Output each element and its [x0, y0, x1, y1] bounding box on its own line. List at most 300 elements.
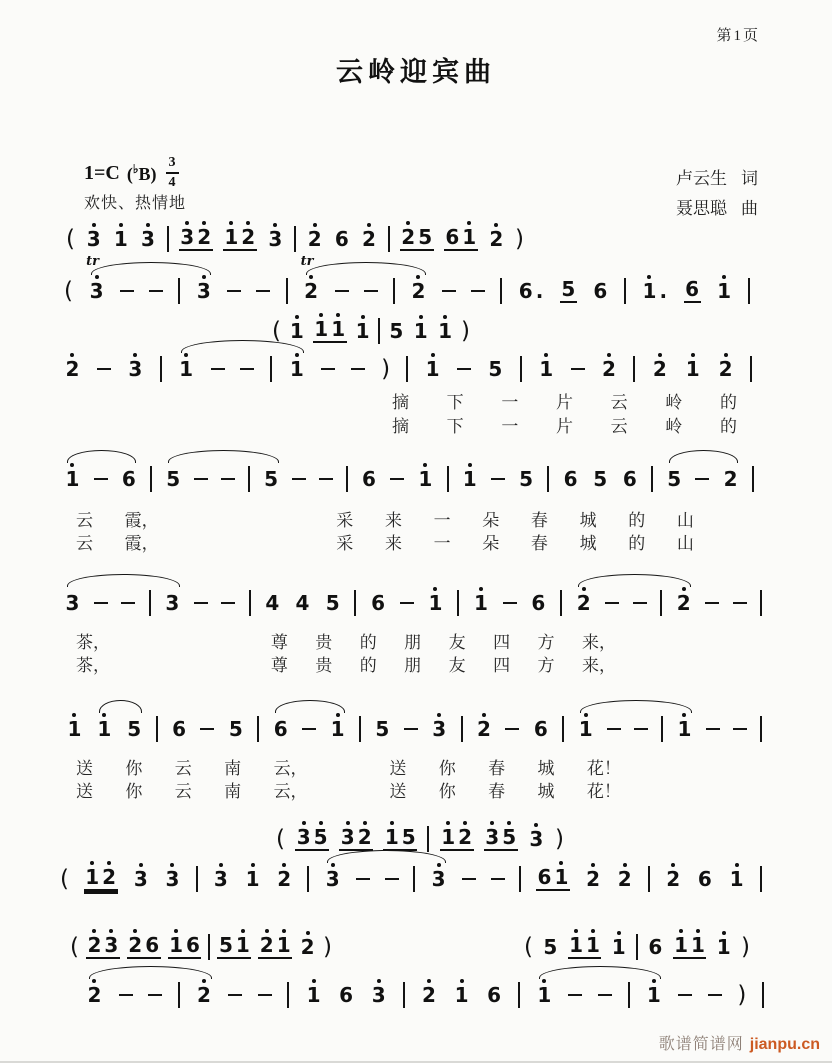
- note-digit: 1: [728, 869, 745, 889]
- music-line-verseB: [64, 462, 754, 496]
- octave-dot: [735, 863, 739, 867]
- note: [299, 937, 316, 957]
- octave-dot: [544, 353, 548, 357]
- octave-dot: [423, 463, 427, 467]
- note-digit: 1: [244, 869, 261, 889]
- lyric-syllable: 贵: [315, 633, 333, 652]
- note-digit: 1: [584, 935, 601, 955]
- barline: [760, 590, 762, 616]
- note: [424, 359, 441, 379]
- note-digit: 1: [440, 827, 457, 847]
- note: [444, 227, 478, 251]
- octave-dot: [468, 463, 472, 467]
- octave-dot: [363, 821, 367, 825]
- barline: [403, 982, 405, 1008]
- note-digit: 5: [543, 935, 558, 959]
- barline: [636, 934, 638, 960]
- note: [676, 719, 693, 739]
- note: [64, 469, 81, 489]
- lyric-syllable: [190, 506, 207, 531]
- note: [165, 469, 182, 489]
- note-digit: 1: [538, 359, 555, 379]
- note: [85, 229, 102, 249]
- sustain-dash: [695, 478, 709, 480]
- barline: [461, 716, 463, 742]
- note: [641, 281, 669, 301]
- sustain-dash: [221, 602, 235, 604]
- sustain-dash: [404, 728, 418, 730]
- octave-dot: [241, 929, 245, 933]
- note: [168, 935, 202, 959]
- note-digit: 6: [339, 983, 354, 1007]
- note-digit: 1: [313, 319, 330, 339]
- barline: [156, 716, 158, 742]
- note-digit: 1: [223, 227, 240, 247]
- note-digit: 1: [178, 359, 195, 379]
- octave-dot: [139, 863, 143, 867]
- note: [84, 867, 118, 891]
- note: [536, 985, 553, 1005]
- note: [592, 469, 609, 489]
- tempo-marking: 欢快、热情地: [84, 195, 187, 212]
- octave-dot: [309, 275, 313, 279]
- note: [684, 279, 701, 303]
- barline: [547, 466, 549, 492]
- note: [276, 869, 293, 889]
- note-digit: 1: [536, 985, 553, 1005]
- barline: [270, 356, 272, 382]
- note-digit: 2: [601, 359, 618, 379]
- octave-dot: [70, 353, 74, 357]
- barline: [388, 226, 390, 252]
- sustain-dash: [598, 994, 612, 996]
- octave-dot: [682, 587, 686, 591]
- octave-dot: [431, 353, 435, 357]
- music-line-verseD: [66, 712, 762, 746]
- phrase-paren: (: [64, 277, 73, 304]
- note: [196, 985, 213, 1005]
- note-digit: 2: [240, 227, 257, 247]
- note-digit: 1: [64, 469, 81, 489]
- barline: [661, 716, 663, 742]
- music-line-echo1: [272, 316, 470, 346]
- note: [86, 985, 103, 1005]
- note-digit: 5: [401, 825, 416, 849]
- composer-credit: 聂思聪 曲: [676, 198, 758, 218]
- note-digit: 5: [561, 277, 576, 301]
- octave-dot: [295, 353, 299, 357]
- octave-dot: [437, 863, 441, 867]
- note-digit: 6: [697, 867, 712, 891]
- note-digit: 2: [276, 869, 293, 889]
- note: [272, 719, 289, 739]
- sustain-dash: [335, 290, 349, 292]
- note-digit: 3: [195, 281, 212, 301]
- note-digit: 6: [648, 935, 663, 959]
- lyric-syllable: 来，: [581, 656, 616, 675]
- sustain-dash: [351, 368, 365, 370]
- sustain-dash: [605, 602, 619, 604]
- note-digit: 6: [273, 717, 288, 741]
- note: [722, 469, 739, 489]
- note: [96, 719, 113, 739]
- lyric-syllable: 云: [174, 782, 192, 801]
- note-digit: 2: [86, 935, 103, 955]
- note: [212, 869, 229, 889]
- lyric-syllable: 的: [359, 656, 377, 675]
- lyric-syllable: 送: [76, 759, 93, 778]
- note-digit: 6: [622, 467, 637, 491]
- slur-arc: [580, 700, 693, 713]
- slur-arc: [67, 574, 181, 587]
- octave-dot: [312, 979, 316, 983]
- lyric-syllable: 送: [389, 782, 407, 801]
- octave-dot: [591, 863, 595, 867]
- octave-dot: [229, 221, 233, 225]
- note: [601, 359, 618, 379]
- sustain-dash: [505, 728, 519, 730]
- octave-dot: [313, 223, 317, 227]
- note-digit: 6: [121, 467, 136, 491]
- note-digit: 2: [64, 359, 81, 379]
- barline: [519, 866, 521, 892]
- note-digit: 1: [641, 281, 658, 301]
- note: [518, 469, 535, 489]
- note-digit: 2: [303, 281, 320, 301]
- note-digit: 1: [715, 937, 732, 957]
- octave-dot: [482, 713, 486, 717]
- octave-dot: [443, 315, 447, 319]
- lyric-syllable: 南: [224, 759, 242, 778]
- note: [716, 281, 733, 301]
- octave-dot: [336, 313, 340, 317]
- trill-mark: tr: [300, 254, 314, 269]
- octave-dot: [446, 821, 450, 825]
- lyric-row: [76, 506, 694, 531]
- note: [267, 229, 284, 249]
- lyric-syllable: 花！: [586, 782, 621, 801]
- barline: [178, 278, 180, 304]
- note-digit: 6: [172, 717, 186, 741]
- note-digit: 6: [593, 279, 608, 303]
- sustain-dash: [356, 878, 370, 880]
- sustain-dash: [194, 478, 208, 480]
- sustain-dash: [708, 994, 722, 996]
- phrase-paren: (: [524, 933, 533, 960]
- music-line-coda1: [60, 862, 762, 896]
- lyric-syllable: 四: [493, 656, 511, 675]
- note: [575, 593, 592, 613]
- octave-dot: [722, 931, 726, 935]
- note: [488, 229, 505, 249]
- note-digit: 2: [196, 227, 213, 247]
- lyric-syllable: 花！: [586, 759, 621, 778]
- note-digit: 1: [417, 469, 434, 489]
- octave-dot: [219, 863, 223, 867]
- octave-dot: [534, 823, 538, 827]
- octave-dot: [427, 979, 431, 983]
- barline: [286, 278, 288, 304]
- note-digit: 3: [127, 359, 144, 379]
- key-signature: [84, 156, 179, 190]
- note: [517, 281, 545, 301]
- note: [536, 867, 570, 891]
- octave-dot: [331, 863, 335, 867]
- barline: [427, 826, 429, 852]
- sustain-dash: [97, 368, 111, 370]
- barline: [500, 278, 502, 304]
- lyric-syllable: 你: [438, 759, 456, 778]
- note-digit: 1: [96, 719, 113, 739]
- lyric-syllable: 送: [389, 759, 407, 778]
- octave-dot: [70, 463, 74, 467]
- note: [388, 321, 405, 341]
- note: [217, 935, 251, 959]
- note-digit: 1: [275, 935, 292, 955]
- sustain-dash: [491, 478, 505, 480]
- barline: [196, 866, 198, 892]
- note: [577, 719, 594, 739]
- note-digit: 1: [684, 359, 701, 379]
- octave-dot: [390, 821, 394, 825]
- barline: [150, 466, 152, 492]
- octave-dot: [185, 221, 189, 225]
- octave-dot: [658, 353, 662, 357]
- barline: [562, 716, 564, 742]
- sustain-dash: [503, 602, 517, 604]
- octave-dot: [671, 863, 675, 867]
- note: [437, 321, 454, 341]
- key-base: 1=C: [84, 161, 120, 184]
- octave-dot: [109, 929, 113, 933]
- note-digit: 1: [354, 321, 371, 341]
- phrase-paren: (: [70, 933, 79, 960]
- octave-dot: [251, 863, 255, 867]
- note: [313, 319, 347, 343]
- lyric-syllable: 云: [76, 511, 93, 530]
- octave-dot: [184, 353, 188, 357]
- lyric-syllable: 云: [610, 393, 628, 412]
- lyric-syllable: 送: [76, 782, 93, 801]
- lyric-syllable: 霞，: [124, 534, 159, 553]
- lyric-syllable: 的: [719, 393, 737, 412]
- lyric-syllable: 来，: [581, 633, 616, 652]
- slur-arc: [578, 574, 692, 587]
- barline: [248, 466, 250, 492]
- key-alternate: (♭B): [126, 161, 157, 184]
- octave-dot: [95, 275, 99, 279]
- time-signature: 3 4: [166, 156, 179, 190]
- lyric-syllable: 摘: [392, 393, 409, 412]
- octave-dot: [102, 713, 106, 717]
- lyric-syllable: 友: [448, 633, 466, 652]
- music-line-verseA: [64, 352, 752, 386]
- octave-dot: [282, 863, 286, 867]
- lyric-syllable: [226, 651, 243, 676]
- lyric-syllable: 春: [530, 511, 548, 530]
- octave-dot: [416, 275, 420, 279]
- note-digit: 6: [563, 467, 578, 491]
- note: [360, 229, 377, 249]
- lyric-syllable: 一: [433, 534, 451, 553]
- phrase-paren: (: [66, 225, 75, 252]
- note-digit: 5: [501, 827, 518, 847]
- note-digit: 5: [166, 467, 181, 491]
- lyric-syllable: 片: [555, 393, 573, 412]
- note-digit: 2: [457, 827, 474, 847]
- note: [227, 719, 244, 739]
- lyric-syllable: 片: [555, 417, 573, 436]
- note: [295, 827, 329, 851]
- octave-dot: [92, 929, 96, 933]
- octave-dot: [367, 223, 371, 227]
- note-digit: 5: [312, 827, 329, 847]
- note: [530, 593, 547, 613]
- octave-dot: [696, 929, 700, 933]
- note-digit: 6: [334, 227, 349, 251]
- note: [171, 719, 188, 739]
- octave-dot: [437, 713, 441, 717]
- octave-dot: [494, 223, 498, 227]
- lyric-syllable: 岭: [665, 417, 683, 436]
- note-digit: 2: [575, 593, 592, 613]
- note: [684, 359, 701, 379]
- sustain-dash: [678, 994, 692, 996]
- phrase-paren: ): [514, 225, 524, 252]
- note-digit: 1: [610, 937, 627, 957]
- note: [430, 869, 447, 889]
- music-line-intro2: [64, 254, 750, 308]
- barline: [762, 982, 764, 1008]
- note-digit: 2: [616, 869, 633, 889]
- note-digit: 4: [265, 591, 280, 615]
- slur-arc: [67, 450, 137, 463]
- lyric-row: [76, 628, 616, 653]
- note-digit: 2: [101, 867, 118, 887]
- note: [164, 593, 181, 613]
- note-digit: 2: [306, 229, 323, 249]
- octave-dot: [174, 929, 178, 933]
- lyric-syllable: 下: [446, 393, 464, 412]
- sustain-dash: [706, 728, 720, 730]
- note-digit: 3: [212, 869, 229, 889]
- lyric-syllable: 春: [488, 759, 506, 778]
- lyric-syllable: [288, 506, 305, 531]
- lyric-syllable: 采: [336, 534, 354, 553]
- note-digit: 1: [716, 281, 733, 301]
- barline: [518, 982, 520, 1008]
- sustain-dash: [634, 728, 648, 730]
- slur-arc: [669, 450, 739, 463]
- note: [528, 829, 545, 849]
- octave-dot: [490, 821, 494, 825]
- barline: [359, 716, 361, 742]
- phrase-paren: (: [276, 825, 285, 852]
- slur-arc: [168, 450, 280, 463]
- note-digit: 3: [528, 829, 545, 849]
- note-digit: 1: [645, 985, 662, 1005]
- note-digit: 1: [84, 867, 101, 887]
- slur-arc: [539, 966, 662, 979]
- note: [333, 229, 350, 249]
- note-digit: 1: [461, 227, 478, 247]
- note-digit: 2: [675, 593, 692, 613]
- octave-dot: [479, 587, 483, 591]
- barline: [660, 590, 662, 616]
- lyric-syllable: [226, 628, 243, 653]
- note-digit: 3: [295, 827, 312, 847]
- music-line-coda2: [86, 978, 764, 1012]
- octave-dot: [582, 587, 586, 591]
- octave-dot: [607, 353, 611, 357]
- note: [420, 985, 437, 1005]
- note: [484, 827, 518, 851]
- octave-dot: [306, 931, 310, 935]
- note: [223, 227, 257, 251]
- note-digit: 6: [362, 467, 376, 491]
- sustain-dash: [94, 478, 108, 480]
- barline: [760, 716, 762, 742]
- octave-dot: [361, 315, 365, 319]
- lyric-syllable: 茶，: [76, 633, 110, 652]
- sustain-dash: [607, 728, 621, 730]
- octave-dot: [346, 821, 350, 825]
- note-digit: 5: [218, 933, 233, 957]
- lyric-row: [76, 777, 621, 802]
- note-digit: 3: [85, 229, 102, 249]
- octave-dot: [92, 223, 96, 227]
- lyric-syllable: 云: [76, 534, 93, 553]
- note-digit: 1: [461, 469, 478, 489]
- octave-dot: [202, 979, 206, 983]
- note-digit: 2: [723, 467, 738, 491]
- note: [427, 593, 444, 613]
- note: [288, 321, 305, 341]
- lyric-syllable: 你: [438, 782, 456, 801]
- lyric-syllable: 一: [433, 511, 451, 530]
- note: [560, 279, 577, 303]
- note-digit: 5: [325, 591, 340, 615]
- sustain-dash: [385, 878, 399, 880]
- note-digit: 1: [330, 319, 347, 339]
- note: [666, 469, 683, 489]
- barline: [178, 982, 180, 1008]
- note-digit: 6: [537, 865, 552, 889]
- barline: [628, 982, 630, 1008]
- note-digit: 2: [488, 229, 505, 249]
- note: [696, 869, 713, 889]
- note-digit: 3: [431, 719, 448, 739]
- note: [264, 593, 281, 613]
- octave-dot: [92, 979, 96, 983]
- note-digit: 3: [179, 227, 196, 247]
- lyric-syllable: [182, 628, 199, 653]
- note: [412, 321, 429, 341]
- octave-dot: [133, 929, 137, 933]
- barline: [149, 590, 151, 616]
- octave-dot: [460, 979, 464, 983]
- octave-dot: [679, 929, 683, 933]
- sustain-dash: [733, 728, 747, 730]
- note-digit: 2: [360, 229, 377, 249]
- barline: [160, 356, 162, 382]
- note: [440, 827, 474, 851]
- octave-dot: [559, 861, 563, 865]
- octave-dot: [591, 929, 595, 933]
- lyric-syllable: [288, 529, 305, 554]
- watermark-site-url: jianpu.cn: [749, 1036, 820, 1053]
- octave-dot: [617, 931, 621, 935]
